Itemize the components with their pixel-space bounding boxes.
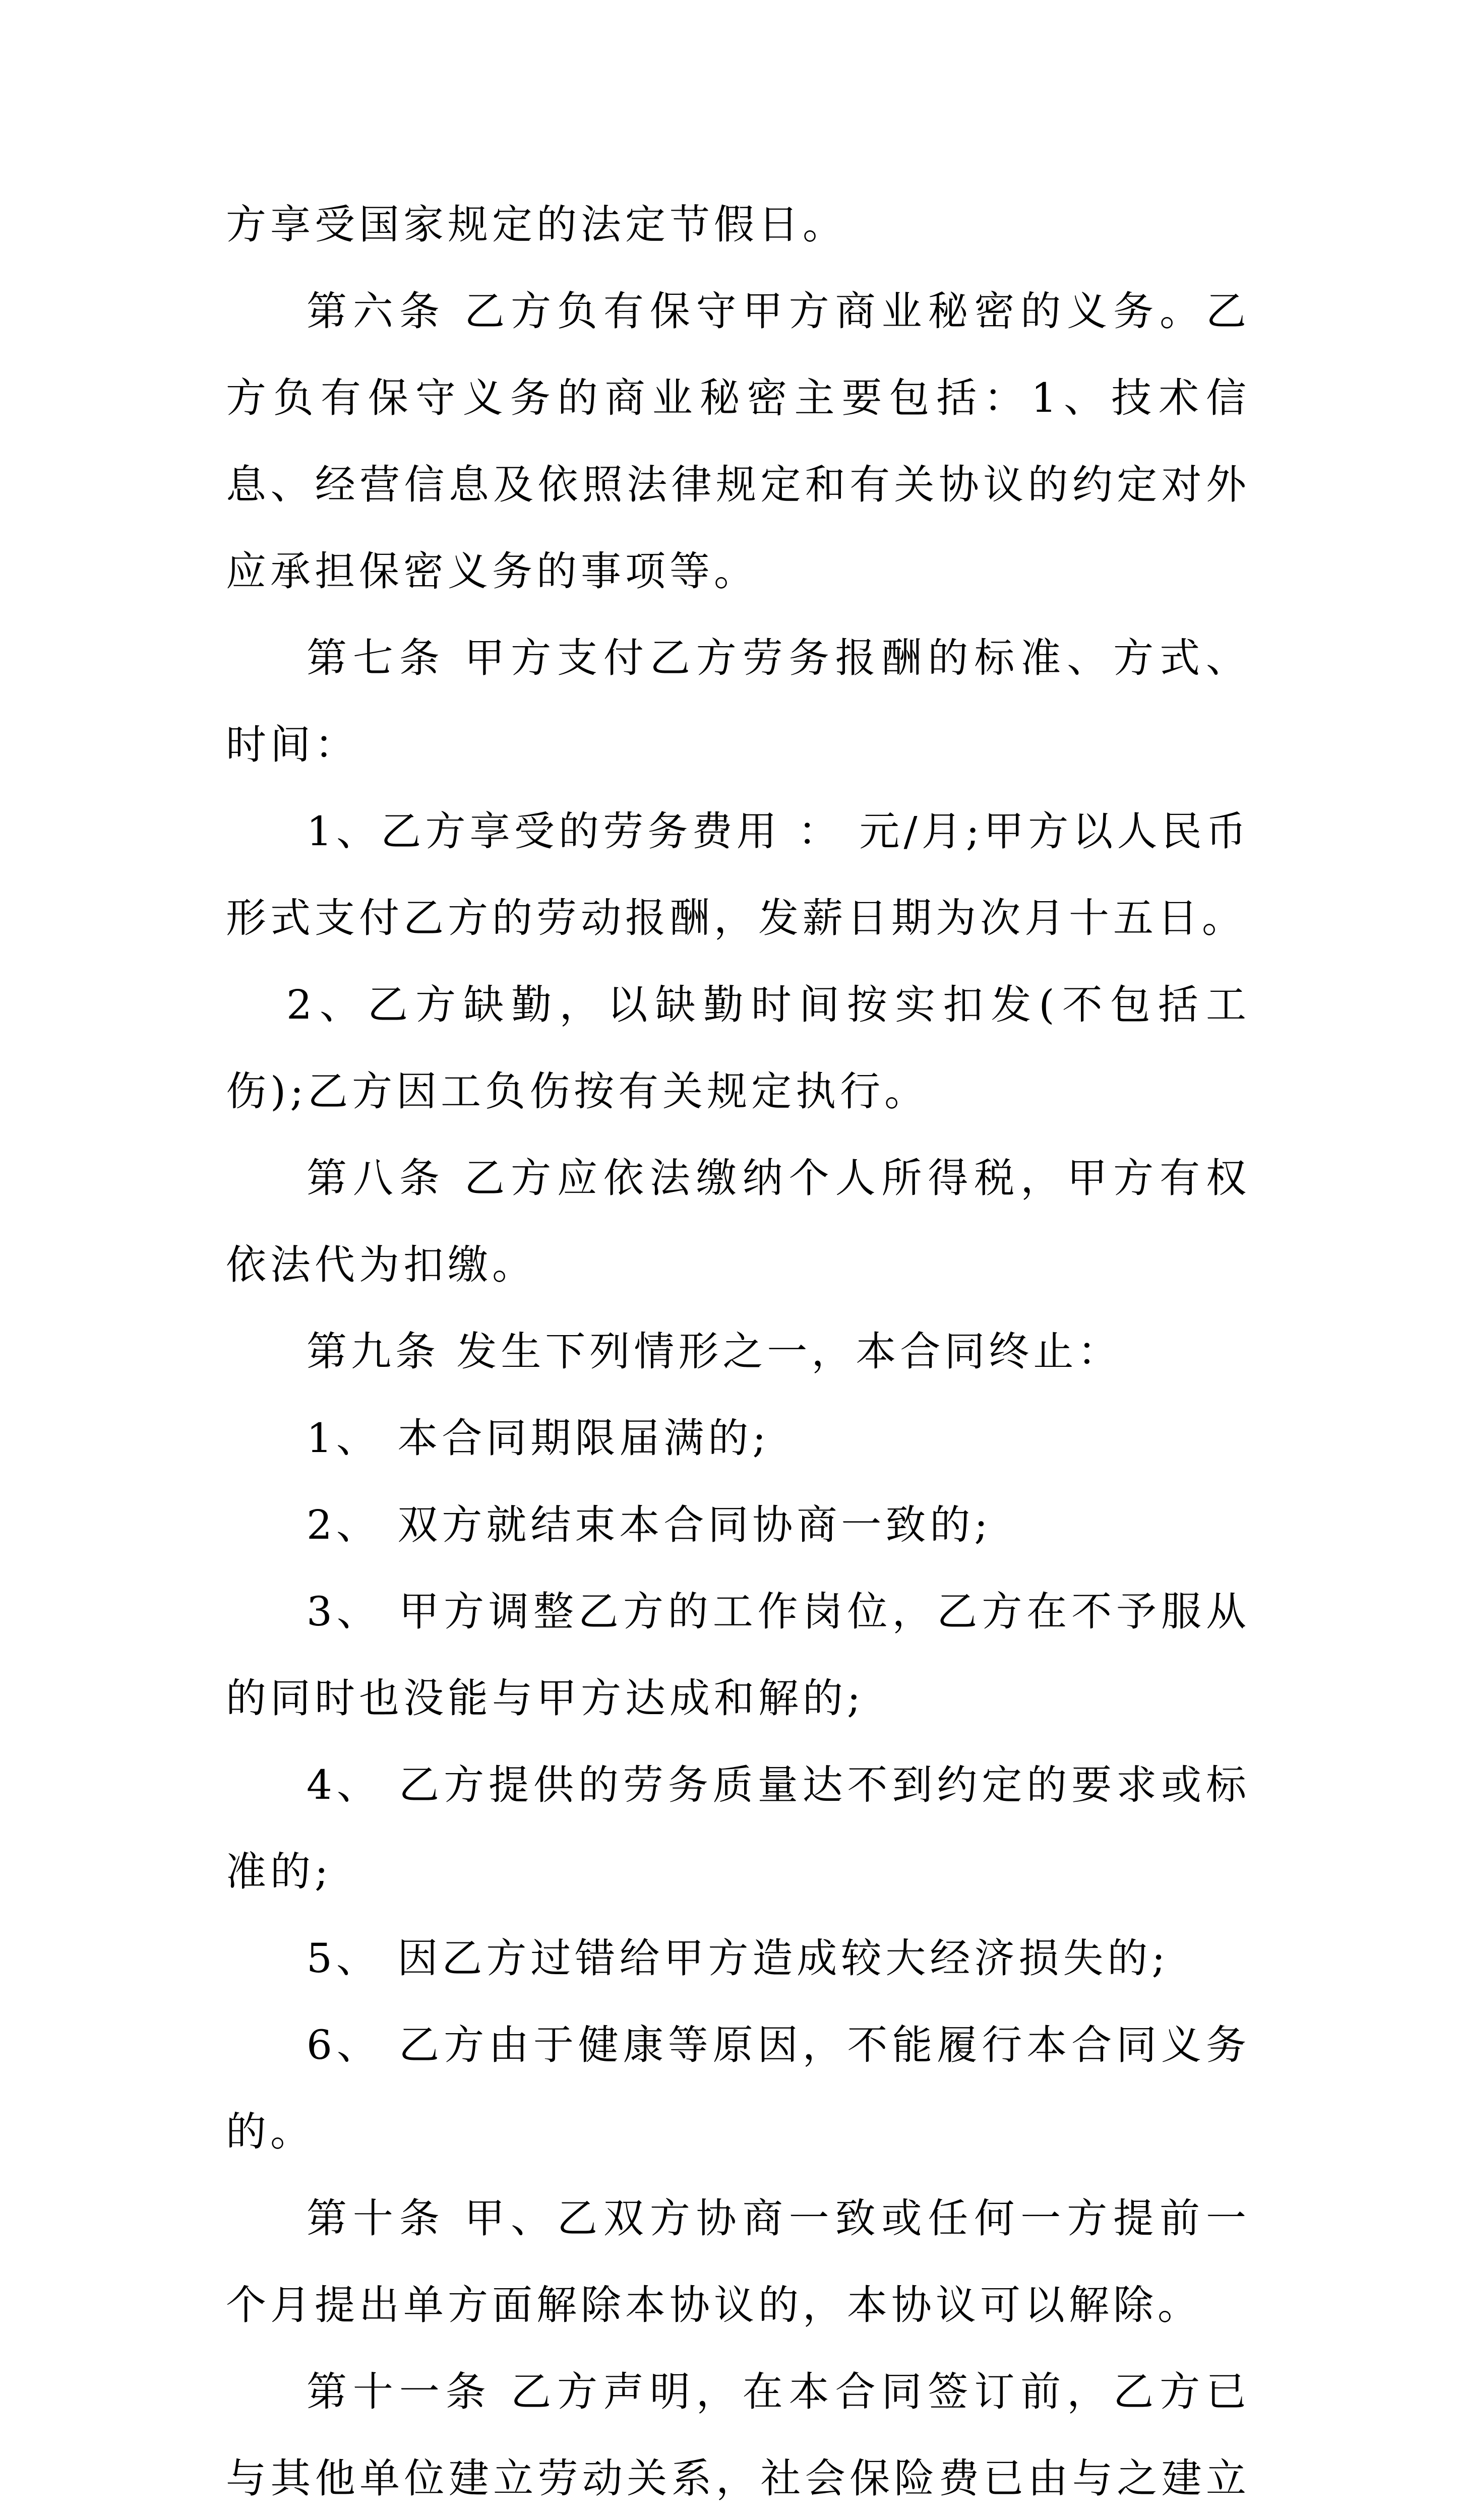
list-item-termination-2: 2、 双方就结束本合同协商一致的; <box>307 1501 992 1548</box>
paragraph-article-7: 第七条 甲方支付乙方劳务报酬的标准、方式、时间： <box>226 635 1250 768</box>
paragraph-article-10: 第十条 甲、乙双方协商一致或任何一方提前一个月提出单方面解除本协议的，本协议可以解除。 <box>226 2195 1250 2328</box>
paragraph-article-6: 第六条 乙方负有保守甲方商业秘密的义务。乙方负有保守义务的商业秘密主要包括：1、技术信息、经营信息及依照法律规定和有关协议的约定对外应承担保密义务的事项等。 <box>226 288 1250 595</box>
document-body <box>226 181 1250 2520</box>
paragraph-article-9: 第九条 发生下列情形之一，本合同终止： <box>307 1328 1122 1375</box>
paragraph-article-7-item-1: 1、乙方享受的劳务费用 ： 元/月;甲方以人民币形式支付乙方的劳动报酬，发薪日期为次月十五日。 <box>226 808 1250 941</box>
list-item-termination-5: 5、 因乙方过错给甲方造成较大经济损失的; <box>307 1935 1170 1982</box>
paragraph-article-7-item-2: 2、乙方缺勤，以缺勤时间按实扣发(不包括工伤);乙方因工负伤按有关规定执行。 <box>226 981 1250 1115</box>
list-item-termination-3: 3、 甲方调整乙方的工作岗位，乙方在不予服从的同时也没能与甲方达成和解的; <box>226 1588 1250 1722</box>
list-item-termination-6: 6、 乙方由于健康等原因，不能履行本合同义务的。 <box>226 2022 1250 2155</box>
paragraph-article-11: 第十一条 乙方声明，在本合同签订前，乙方已与其他单位建立劳动关系，社会保险费已由与之建立 <box>226 2368 1250 2502</box>
paragraph-continuation: 方享受国家规定的法定节假日。 <box>226 201 847 248</box>
paragraph-article-8: 第八条 乙方应依法缴纳个人所得税，甲方有权依法代为扣缴。 <box>226 1155 1250 1288</box>
list-item-termination-1: 1、 本合同期限届满的; <box>307 1415 770 1462</box>
list-item-termination-4: 4、 乙方提供的劳务质量达不到约定的要求或标准的; <box>226 1761 1250 1895</box>
